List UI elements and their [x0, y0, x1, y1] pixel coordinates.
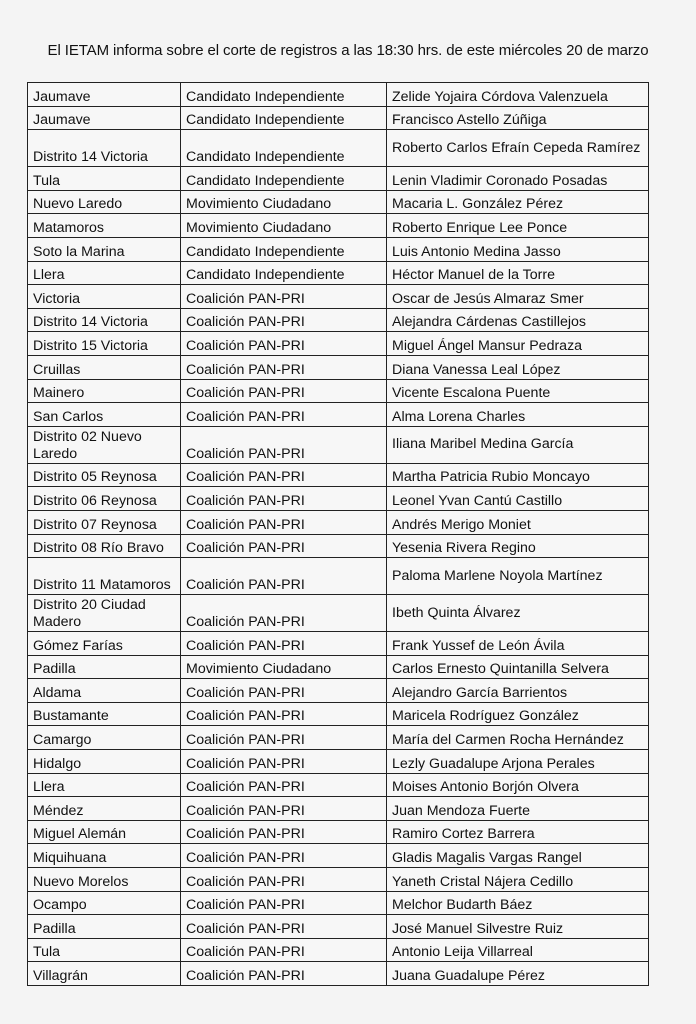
table-row — [28, 702, 649, 726]
place-cell: Distrito 05 Reynosa — [28, 463, 181, 487]
candidate-cell: José Manuel Silvestre Ruiz — [387, 915, 649, 939]
table-row — [28, 938, 649, 962]
place-cell: Distrito 11 Matamoros — [28, 558, 181, 595]
party-cell: Coalición PAN-PRI — [181, 820, 387, 844]
party-cell: Coalición PAN-PRI — [181, 750, 387, 774]
table-row — [28, 773, 649, 797]
candidate-cell: Melchor Budarth Báez — [387, 891, 649, 915]
table-row — [28, 83, 649, 107]
place-cell: Distrito 08 Río Bravo — [28, 534, 181, 558]
party-cell: Coalición PAN-PRI — [181, 595, 387, 632]
candidate-cell: Lezly Guadalupe Arjona Perales — [387, 750, 649, 774]
place-cell: Distrito 06 Reynosa — [28, 487, 181, 511]
table-row — [28, 487, 649, 511]
table-row — [28, 534, 649, 558]
candidate-cell: Vicente Escalona Puente — [387, 379, 649, 403]
table-row — [28, 379, 649, 403]
table-row — [28, 130, 649, 167]
place-cell: Padilla — [28, 915, 181, 939]
table-row — [28, 797, 649, 821]
registrations-table — [27, 82, 649, 986]
candidate-cell: Maricela Rodríguez González — [387, 702, 649, 726]
candidate-cell: Yesenia Rivera Regino — [387, 534, 649, 558]
party-cell: Movimiento Ciudadano — [181, 190, 387, 214]
candidate-cell: Ibeth Quinta Álvarez — [387, 595, 649, 632]
candidate-cell: Gladis Magalis Vargas Rangel — [387, 844, 649, 868]
place-cell: Distrito 14 Victoria — [28, 308, 181, 332]
table-row — [28, 510, 649, 534]
candidate-cell: Zelide Yojaira Córdova Valenzuela — [387, 83, 649, 107]
party-cell: Coalición PAN-PRI — [181, 558, 387, 595]
place-cell: Distrito 15 Victoria — [28, 332, 181, 356]
document-heading: El IETAM informa sobre el corte de registros a las 18:30 hrs. de este miércoles 20 de marzo — [47, 42, 649, 59]
place-cell: San Carlos — [28, 403, 181, 427]
party-cell: Candidato Independiente — [181, 83, 387, 107]
party-cell: Coalición PAN-PRI — [181, 403, 387, 427]
party-cell: Coalición PAN-PRI — [181, 487, 387, 511]
candidate-cell: Roberto Enrique Lee Ponce — [387, 214, 649, 238]
candidate-cell: Leonel Yvan Cantú Castillo — [387, 487, 649, 511]
candidate-cell: Alma Lorena Charles — [387, 403, 649, 427]
party-cell: Coalición PAN-PRI — [181, 773, 387, 797]
table-row — [28, 426, 649, 463]
table-row — [28, 285, 649, 309]
party-cell: Coalición PAN-PRI — [181, 702, 387, 726]
table-row — [28, 355, 649, 379]
party-cell: Coalición PAN-PRI — [181, 426, 387, 463]
table-row — [28, 332, 649, 356]
table-row — [28, 403, 649, 427]
candidate-cell: Andrés Merigo Moniet — [387, 510, 649, 534]
table-row — [28, 844, 649, 868]
place-cell: Mainero — [28, 379, 181, 403]
candidate-cell: Macaria L. González Pérez — [387, 190, 649, 214]
candidate-cell: Yaneth Cristal Nájera Cedillo — [387, 868, 649, 892]
candidate-cell: Alejandra Cárdenas Castillejos — [387, 308, 649, 332]
place-cell: Distrito 14 Victoria — [28, 130, 181, 167]
place-cell: Jaumave — [28, 83, 181, 107]
place-cell: Tula — [28, 167, 181, 191]
place-cell: Llera — [28, 773, 181, 797]
place-cell: Miguel Alemán — [28, 820, 181, 844]
place-cell: Cruillas — [28, 355, 181, 379]
place-cell: Gómez Farías — [28, 632, 181, 656]
place-cell: Miquihuana — [28, 844, 181, 868]
candidate-cell: Martha Patricia Rubio Moncayo — [387, 463, 649, 487]
place-cell: Llera — [28, 261, 181, 285]
table-row — [28, 214, 649, 238]
party-cell: Coalición PAN-PRI — [181, 891, 387, 915]
candidate-cell: Juana Guadalupe Pérez — [387, 962, 649, 986]
place-cell: Nuevo Laredo — [28, 190, 181, 214]
table-row — [28, 868, 649, 892]
party-cell: Coalición PAN-PRI — [181, 308, 387, 332]
party-cell: Candidato Independiente — [181, 130, 387, 167]
candidate-cell: Paloma Marlene Noyola Martínez — [387, 558, 649, 595]
table-row — [28, 726, 649, 750]
table-row — [28, 750, 649, 774]
table-row — [28, 308, 649, 332]
candidate-cell: Alejandro García Barrientos — [387, 679, 649, 703]
table-row — [28, 106, 649, 130]
table-row — [28, 463, 649, 487]
place-cell: Victoria — [28, 285, 181, 309]
party-cell: Candidato Independiente — [181, 237, 387, 261]
table-row — [28, 820, 649, 844]
party-cell: Candidato Independiente — [181, 106, 387, 130]
candidate-cell: Frank Yussef de León Ávila — [387, 632, 649, 656]
party-cell: Coalición PAN-PRI — [181, 534, 387, 558]
party-cell: Coalición PAN-PRI — [181, 915, 387, 939]
candidate-cell: Luis Antonio Medina Jasso — [387, 237, 649, 261]
table-row — [28, 167, 649, 191]
candidate-cell: Miguel Ángel Mansur Pedraza — [387, 332, 649, 356]
party-cell: Coalición PAN-PRI — [181, 797, 387, 821]
table-row — [28, 558, 649, 595]
party-cell: Coalición PAN-PRI — [181, 379, 387, 403]
place-cell: Méndez — [28, 797, 181, 821]
party-cell: Coalición PAN-PRI — [181, 332, 387, 356]
place-cell: Distrito 07 Reynosa — [28, 510, 181, 534]
candidate-cell: Juan Mendoza Fuerte — [387, 797, 649, 821]
place-cell: Hidalgo — [28, 750, 181, 774]
party-cell: Coalición PAN-PRI — [181, 868, 387, 892]
party-cell: Coalición PAN-PRI — [181, 844, 387, 868]
candidate-cell: Carlos Ernesto Quintanilla Selvera — [387, 655, 649, 679]
party-cell: Coalición PAN-PRI — [181, 632, 387, 656]
party-cell: Movimiento Ciudadano — [181, 214, 387, 238]
place-cell: Distrito 02 Nuevo Laredo — [28, 426, 181, 463]
candidate-cell: Ramiro Cortez Barrera — [387, 820, 649, 844]
table-row — [28, 632, 649, 656]
party-cell: Coalición PAN-PRI — [181, 285, 387, 309]
place-cell: Soto la Marina — [28, 237, 181, 261]
candidate-cell: Héctor Manuel de la Torre — [387, 261, 649, 285]
table-row — [28, 891, 649, 915]
table-row — [28, 237, 649, 261]
candidate-cell: Antonio Leija Villarreal — [387, 938, 649, 962]
place-cell: Matamoros — [28, 214, 181, 238]
party-cell: Movimiento Ciudadano — [181, 655, 387, 679]
candidate-cell: Lenin Vladimir Coronado Posadas — [387, 167, 649, 191]
place-cell: Distrito 20 Ciudad Madero — [28, 595, 181, 632]
place-cell: Bustamante — [28, 702, 181, 726]
place-cell: Aldama — [28, 679, 181, 703]
place-cell: Villagrán — [28, 962, 181, 986]
place-cell: Nuevo Morelos — [28, 868, 181, 892]
party-cell: Coalición PAN-PRI — [181, 463, 387, 487]
party-cell: Coalición PAN-PRI — [181, 962, 387, 986]
table-row — [28, 679, 649, 703]
place-cell: Camargo — [28, 726, 181, 750]
table-row — [28, 915, 649, 939]
party-cell: Coalición PAN-PRI — [181, 726, 387, 750]
candidate-cell: Moises Antonio Borjón Olvera — [387, 773, 649, 797]
candidate-cell: Francisco Astello Zúñiga — [387, 106, 649, 130]
candidate-cell: María del Carmen Rocha Hernández — [387, 726, 649, 750]
place-cell: Jaumave — [28, 106, 181, 130]
candidate-cell: Diana Vanessa Leal López — [387, 355, 649, 379]
place-cell: Padilla — [28, 655, 181, 679]
table-row — [28, 595, 649, 632]
party-cell: Coalición PAN-PRI — [181, 938, 387, 962]
place-cell: Ocampo — [28, 891, 181, 915]
table-row — [28, 190, 649, 214]
place-cell: Tula — [28, 938, 181, 962]
table-row — [28, 655, 649, 679]
table-row — [28, 962, 649, 986]
candidate-cell: Oscar de Jesús Almaraz Smer — [387, 285, 649, 309]
party-cell: Candidato Independiente — [181, 167, 387, 191]
party-cell: Candidato Independiente — [181, 261, 387, 285]
candidate-cell: Roberto Carlos Efraín Cepeda Ramírez — [387, 130, 649, 167]
party-cell: Coalición PAN-PRI — [181, 510, 387, 534]
party-cell: Coalición PAN-PRI — [181, 679, 387, 703]
party-cell: Coalición PAN-PRI — [181, 355, 387, 379]
table-row — [28, 261, 649, 285]
candidate-cell: Iliana Maribel Medina García — [387, 426, 649, 463]
